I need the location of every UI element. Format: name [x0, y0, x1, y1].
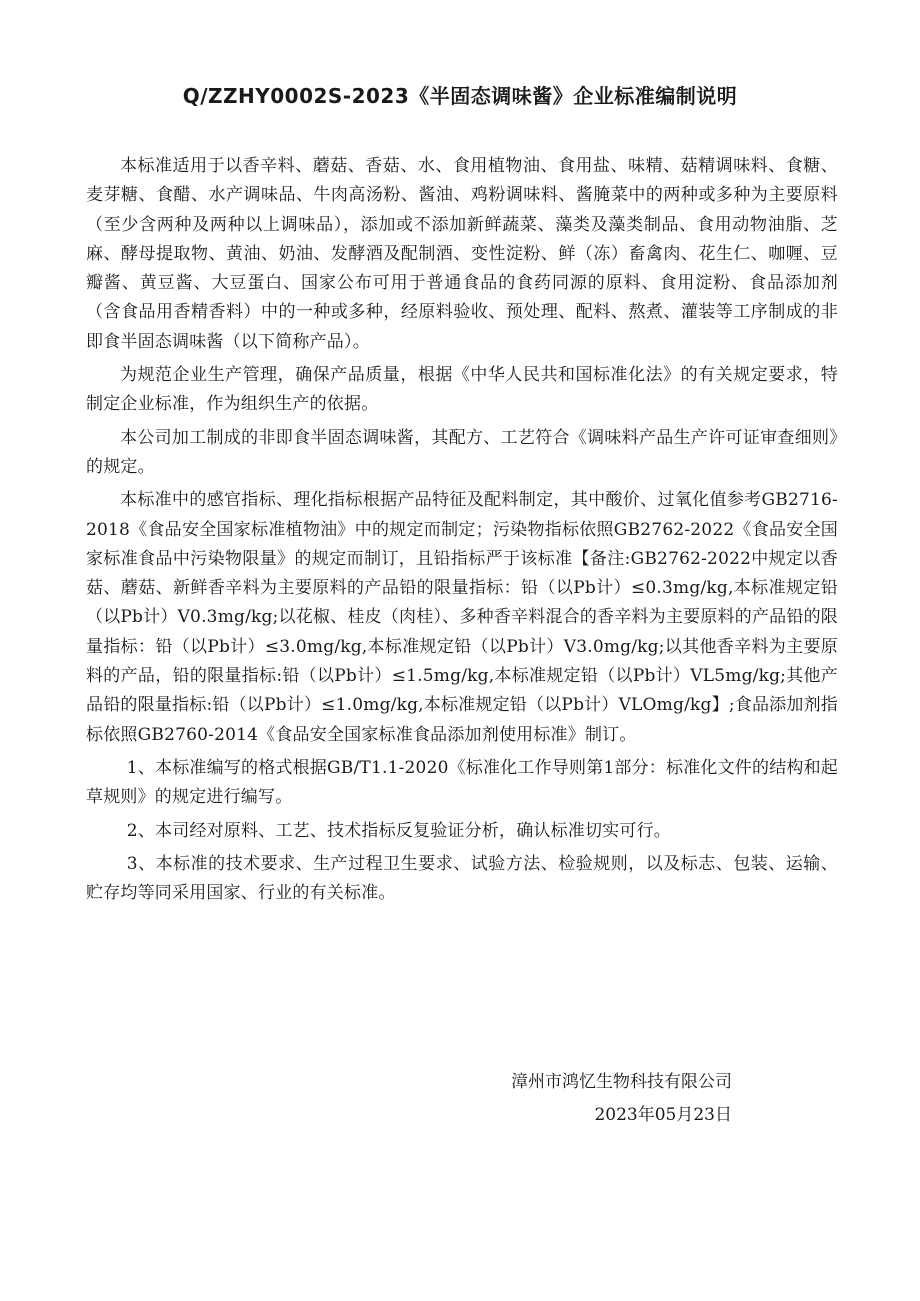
company-name: 漳州市鸿忆生物科技有限公司 [511, 1072, 732, 1092]
list-item-verification: 2、本司经对原料、工艺、技术指标反复验证分析，确认标准切实可行。 [126, 820, 672, 841]
list-item-requirements: 3、本标准的技术要求、生产过程卫生要求、试验方法、检验规则，以及标志、包装、运输、贮存均等同采用国家、行业的有关标准。 [86, 853, 838, 904]
document-title: Q/ZZHY0002S-2023《半固态调味酱》企业标准编制说明 [182, 84, 738, 108]
compliance-paragraph: 本公司加工制成的非即食半固态调味酱，其配方、工艺符合《调味料产品生产许可证审查细则》的规定。 [86, 427, 838, 477]
signature-block [511, 1066, 732, 1132]
document-body [86, 152, 838, 912]
list-item-format: 1、本标准编写的格式根据GB/T1.1-2020《标准化工作导则第1部分：标准化文件的结构和起草规则》的规定进行编写。 [86, 757, 839, 808]
signature-date: 2023年05月23日 [594, 1105, 732, 1125]
scope-paragraph: 本标准适用于以香辛料、蘑菇、香菇、水、食用植物油、食用盐、味精、菇精调味料、食糖、麦芽糖、食醋、水产调味品、牛肉高汤粉、酱油、鸡粉调味料、酱腌菜中的两种或多种为主要原料（至少含两种及两种以上调味品），添加或不添加新鲜蔬菜、藻类及藻类制品、食用动物油脂、芝麻、酵母提取物、黄油、奶油、发酵酒及配制酒、变性淀粉、鲜（冻）畜禽肉、花生仁、咖喱、豆瓣酱、黄豆酱、大豆蛋白、国家公布可用于普通食品的食药同源的原料、食用淀粉、食品添加剂（含食品用香精香料）中的一种或多种，经原料验收、预处理、配料、熬煮、灌装等工序制成的非即食半固态调味酱（以下简称产品）。 [86, 156, 838, 352]
purpose-paragraph: 为规范企业生产管理，确保产品质量，根据《中华人民共和国标准化法》的有关规定要求，特制定企业标准，作为组织生产的依据。 [86, 365, 838, 415]
indicators-paragraph: 本标准中的感官指标、理化指标根据产品特征及配料制定，其中酸价、过氧化值参考GB2716-2018《食品安全国家标准植物油》中的规定而制定；污染物指标依照GB2762-2022《食品安全国家标准食品中污染物限量》的规定而制订，且铅指标严于该标准【备注:GB2762-2022中规定以香菇、蘑菇、新鲜香辛料为主要原料的产品铅的限量指标：铅（以Pb计）≤0.3mg/kg,本标准规定铅（以Pb计）V0.3mg/kg;以花椒、桂皮（肉桂）、多种香辛料混合的香辛料为主要原料的产品铅的限量指标：铅（以Pb计）≤3.0mg/kg,本标准规定铅（以Pb计）V3.0mg/kg;以其他香辛料为主要原料的产品，铅的限量指标:铅（以Pb计）≤1.5mg/kg,本标准规定铅（以Pb计）VL5mg/kg;其他产品铅的限量指标:铅（以Pb计）≤1.0mg/kg,本标准规定铅（以Pb计）VLOmg/kg】;食品添加剂指标依照GB2760-2014《食品安全国家标准食品添加剂使用标准》制订。 [86, 490, 838, 745]
